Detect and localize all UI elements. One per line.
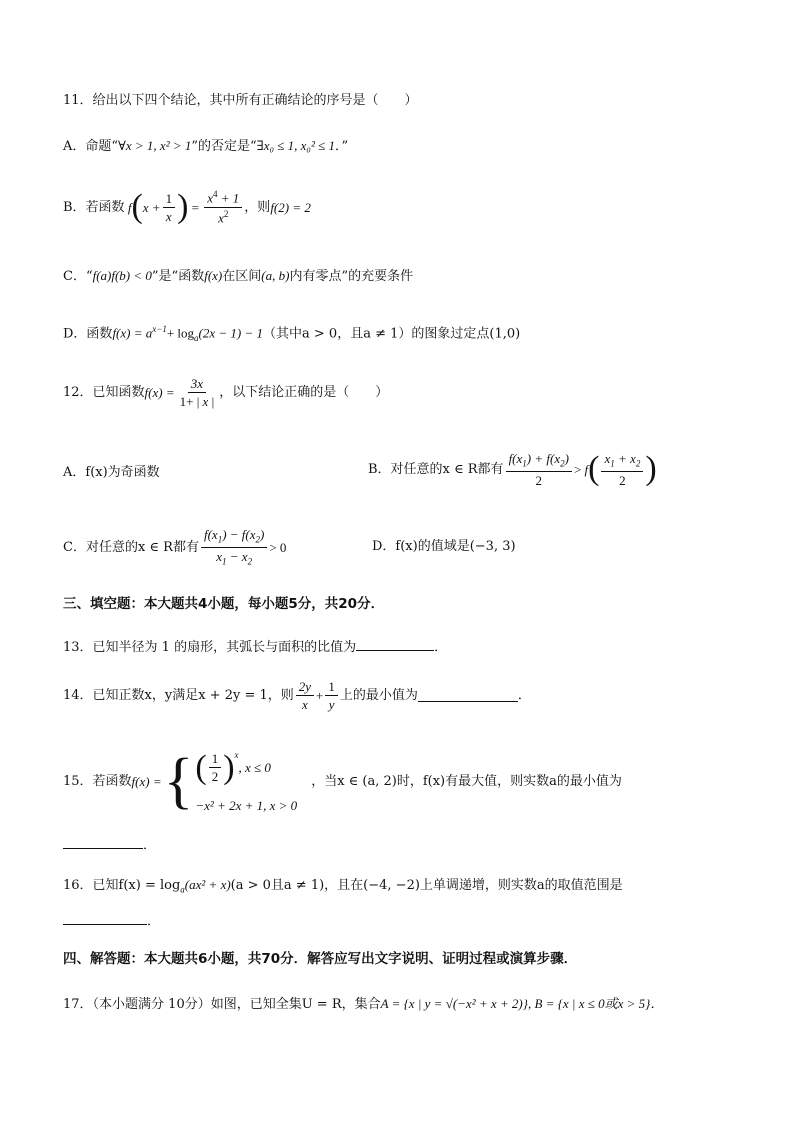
question-16 [63,878,623,895]
q13-end: ． [434,640,448,655]
greater-than: > [573,461,582,477]
q17-set-a: A = {x | y = √(−x² + x + 2)} [380,996,528,1011]
q11-option-a [63,139,348,153]
q16-arg: (ax² + x) [184,877,231,892]
q16-answer-line [63,912,160,928]
q15-piece1-cond: , x ≤ 0 [238,760,271,775]
left-paren: ( [131,188,143,225]
q11-d-func: f(x) = a [112,325,153,341]
plus: + [316,688,324,703]
q12-option-d: D．f(x)的值域是(−3, 3) [372,539,516,554]
question-12-stem [63,377,388,408]
q14-prefix: 14．已知正数x，y满足x + 2y = 1，则 [63,688,294,703]
q11-a-negation: ∃x₀ ≤ 1, x₀² ≤ 1 [256,138,335,153]
q11-d-cond: （其中a > 0，且a ≠ 1）的图象过定点(1,0) [263,326,521,342]
question-15 [63,747,622,815]
q11-a-prefix: A．命题“ [63,139,119,154]
q12-c-frac: $\frac{f(x_1) - f(x_2)}{x_1 - x_2}$ [201,528,267,566]
right-paren: ) [177,188,189,225]
right-paren: ) [223,748,235,786]
q15-end: ． [143,838,157,853]
answer-blank[interactable] [63,912,147,925]
q12-c-compare: > 0 [269,539,287,555]
q11-d-log: + log [166,325,195,341]
q11-d-log-base: a [194,332,199,343]
answer-blank[interactable] [63,836,143,849]
q15-pieces [195,748,298,813]
q12-option-a: A．f(x)为奇函数 [63,465,160,480]
q12-frac: $\frac{3x}{1+ | x |}$ [179,376,215,409]
left-brace: { [163,747,194,815]
q16-end: ． [147,914,161,929]
question-11-stem: 11．给出以下四个结论，其中所有正确结论的序号是（ ） [63,93,418,108]
q15-piece-2: −x² + 2x + 1, x > 0 [195,797,298,813]
q11-b-end: ，则 [244,199,271,215]
q12-c-prefix: C．对任意的x ∈ R都有 [63,539,199,555]
answer-blank[interactable] [356,638,434,651]
q11-b-frac-1-over-x: $\frac{1}{x}$ [163,192,176,223]
q12-b-frac-lhs: $\frac{f(x_1) + f(x_2)}{2}$ [506,452,572,487]
q14-end: ． [517,688,531,703]
left-paren: ( [588,450,600,488]
question-17 [63,997,663,1011]
q11-option-d [63,325,520,343]
q15-piece-1 [195,748,297,786]
q11-b-prefix: B．若函数 [63,199,125,215]
q15-func: f(x) = [131,773,162,789]
question-14 [63,680,531,711]
q16-cond: (a > 0且a ≠ 1)，且在(−4, −2)上单调递增，则实数a的取值范围是 [230,878,623,893]
q14-mid: 上的最小值为 [339,688,418,703]
q11-b-func: f [124,199,132,215]
q16-log-base: a [180,884,185,895]
left-paren: ( [195,748,207,786]
q15-answer-line [63,836,156,852]
section-3-title: 三、填空题：本大题共4小题，每小题5分，共20分． [63,596,385,612]
q11-a-proposition: ∀x > 1, x² > 1 [118,138,192,153]
q15-suffix: ，当x ∈ (a, 2)时，f(x)有最大值，则实数a的最小值为 [311,773,622,789]
q11-c-prefix: C．“ [63,269,93,284]
q14-frac-1-over-y: $\frac{1}{y}$ [325,680,338,711]
q12-b-prefix: B．对任意的x ∈ R都有 [368,461,504,477]
q11-d-prefix: D．函数 [63,326,113,342]
q12-stem-prefix: 12．已知函数 [63,385,145,400]
q11-b-frac-rhs: $\frac{x^4 + 1}{x^2}$ [204,190,242,224]
answer-blank[interactable] [418,689,518,702]
q16-prefix: 16．已知f(x) = log [63,878,181,893]
q11-c-mid2: 在区间 [222,269,262,284]
right-paren: ) [645,450,657,488]
q11-b-x: x + [142,199,161,215]
q17-prefix: 17．（本小题满分 10分）如图，已知全集U = R，集合 [63,997,381,1012]
q11-c-end: 内有零点”的充要条件 [289,269,414,284]
q13-text: 13．已知半径为 1 的扇形，其弧长与面积的比值为 [63,640,357,655]
q12-b-frac-rhs: $\frac{x_1 + x_2}{2}$ [601,452,643,487]
q11-a-mid: ”的否定是“ [191,139,257,154]
q15-exponent-x: x [234,749,239,760]
q17-set-b: , B = {x | x ≤ 0或x > 5}． [527,996,664,1011]
question-13 [63,638,447,654]
q11-c-mid: ”是“函数 [151,269,205,284]
q15-prefix: 15．若函数 [63,773,132,789]
q11-option-c [63,269,413,283]
q12-option-c [63,528,286,566]
q12-func: f(x) = [144,385,175,400]
q12-b-f: f [581,461,589,477]
q11-c-interval: (a, b) [261,268,290,283]
q11-option-b [63,190,311,224]
q15-frac-half: $\frac{1}{2}$ [209,752,222,783]
section-4-title: 四、解答题：本大题共6小题，共70分．解答应写出文字说明、证明过程或演算步骤． [63,951,578,967]
q14-frac-2y-over-x: $\frac{2y}{x}$ [296,680,314,711]
q12-option-b [368,452,657,487]
q11-a-end: ．” [334,139,349,154]
q12-stem-end: ，以下结论正确的是（ ） [219,385,389,400]
q11-d-arg: (2x − 1) − 1 [198,325,264,341]
q11-b-value: f(2) = 2 [270,199,311,215]
q11-c-func: f(x) [204,268,223,283]
equals: = [188,199,203,215]
q11-d-exponent: x−1 [152,324,167,334]
q11-c-condition: f(a)f(b) < 0 [92,268,152,283]
